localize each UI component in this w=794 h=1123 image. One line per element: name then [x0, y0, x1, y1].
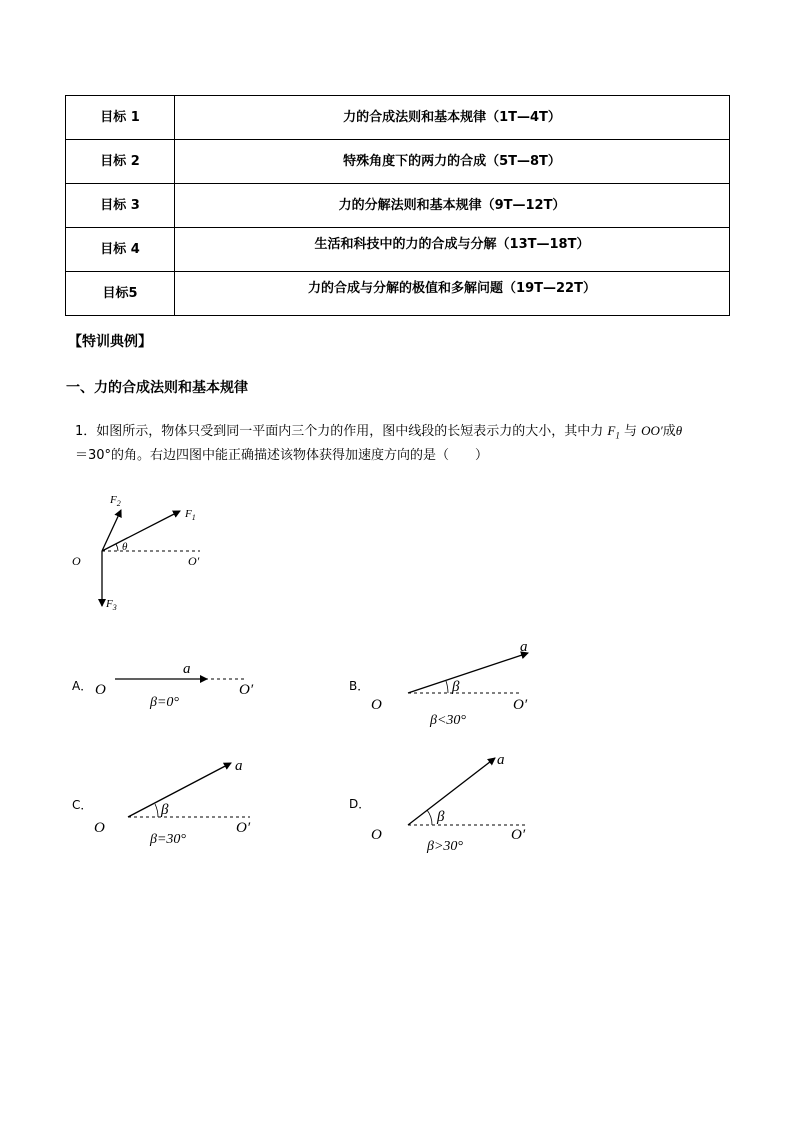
option-c[interactable]	[72, 758, 251, 847]
o-prime-label: O′	[188, 554, 200, 568]
svg-text:a: a	[520, 639, 528, 655]
f2-label: $F_2$	[110, 494, 121, 508]
accel-arrow	[128, 763, 231, 817]
f1-arrow	[102, 511, 180, 551]
theta-arc	[116, 544, 118, 551]
goal-label: 目标 1	[66, 96, 175, 140]
option-letter: A．	[72, 679, 93, 693]
goal-label: 目标 2	[66, 140, 175, 184]
svg-text:D．: D．	[349, 797, 371, 811]
svg-text:O: O	[371, 697, 382, 713]
goal-label: 目标 4	[66, 228, 175, 272]
svg-text:β: β	[161, 802, 169, 818]
option-a[interactable]	[72, 661, 254, 710]
section-heading: 【特训典例】	[68, 334, 152, 350]
theta-label: θ	[122, 541, 128, 553]
force-diagram	[72, 494, 200, 612]
goal-content: 力的合成法则和基本规律（1T—4T）	[175, 96, 730, 140]
svg-text:O: O	[95, 682, 106, 698]
svg-text:O: O	[94, 820, 105, 836]
svg-text:β<30°: β<30°	[430, 713, 467, 728]
svg-text:β=30°: β=30°	[150, 832, 187, 847]
goal-content: 生活和科技中的力的合成与分解（13T—18T）	[175, 228, 730, 272]
svg-text:O′: O′	[236, 820, 251, 836]
svg-text:β: β	[437, 809, 445, 825]
svg-text:C．: C．	[72, 798, 93, 812]
origin-label: O	[72, 554, 81, 568]
accel-arrow	[408, 758, 495, 825]
goal-label: 目标 3	[66, 184, 175, 228]
question-text: 1．如图所示，物体只受到同一平面内三个力的作用，图中线段的长短表示力的大小，其中力 $F_1$ 与 OO′成θ ＝30°的角。右边四图中能正确描述该物体获得加速度方向的是（ ）	[75, 423, 683, 463]
accel-arrow	[408, 653, 528, 693]
svg-text:β: β	[452, 679, 460, 695]
svg-text:O′: O′	[513, 697, 528, 713]
goal-label: 目标5	[66, 272, 175, 316]
svg-text:B．: B．	[349, 679, 370, 693]
goal-content: 力的分解法则和基本规律（9T—12T）	[175, 184, 730, 228]
subsection-heading: 一、力的合成法则和基本规律	[66, 380, 248, 396]
goal-content: 力的合成与分解的极值和多解问题（19T—22T）	[175, 272, 730, 316]
f3-label: $F_3$	[106, 598, 117, 612]
option-d[interactable]	[349, 752, 526, 854]
svg-text:β>30°: β>30°	[427, 839, 464, 854]
svg-text:a: a	[183, 661, 191, 677]
question-number: 1．	[75, 424, 97, 439]
f2-arrow	[102, 510, 121, 551]
svg-text:O′: O′	[511, 827, 526, 843]
option-b[interactable]	[349, 639, 528, 728]
goal-content: 特殊角度下的两力的合成（5T—8T）	[175, 140, 730, 184]
svg-text:O: O	[371, 827, 382, 843]
f1-label: $F_1$	[185, 508, 196, 522]
svg-text:a: a	[497, 752, 505, 768]
beta-condition: β=0°	[150, 695, 180, 710]
svg-text:a: a	[235, 758, 243, 774]
svg-text:O′: O′	[239, 682, 254, 698]
